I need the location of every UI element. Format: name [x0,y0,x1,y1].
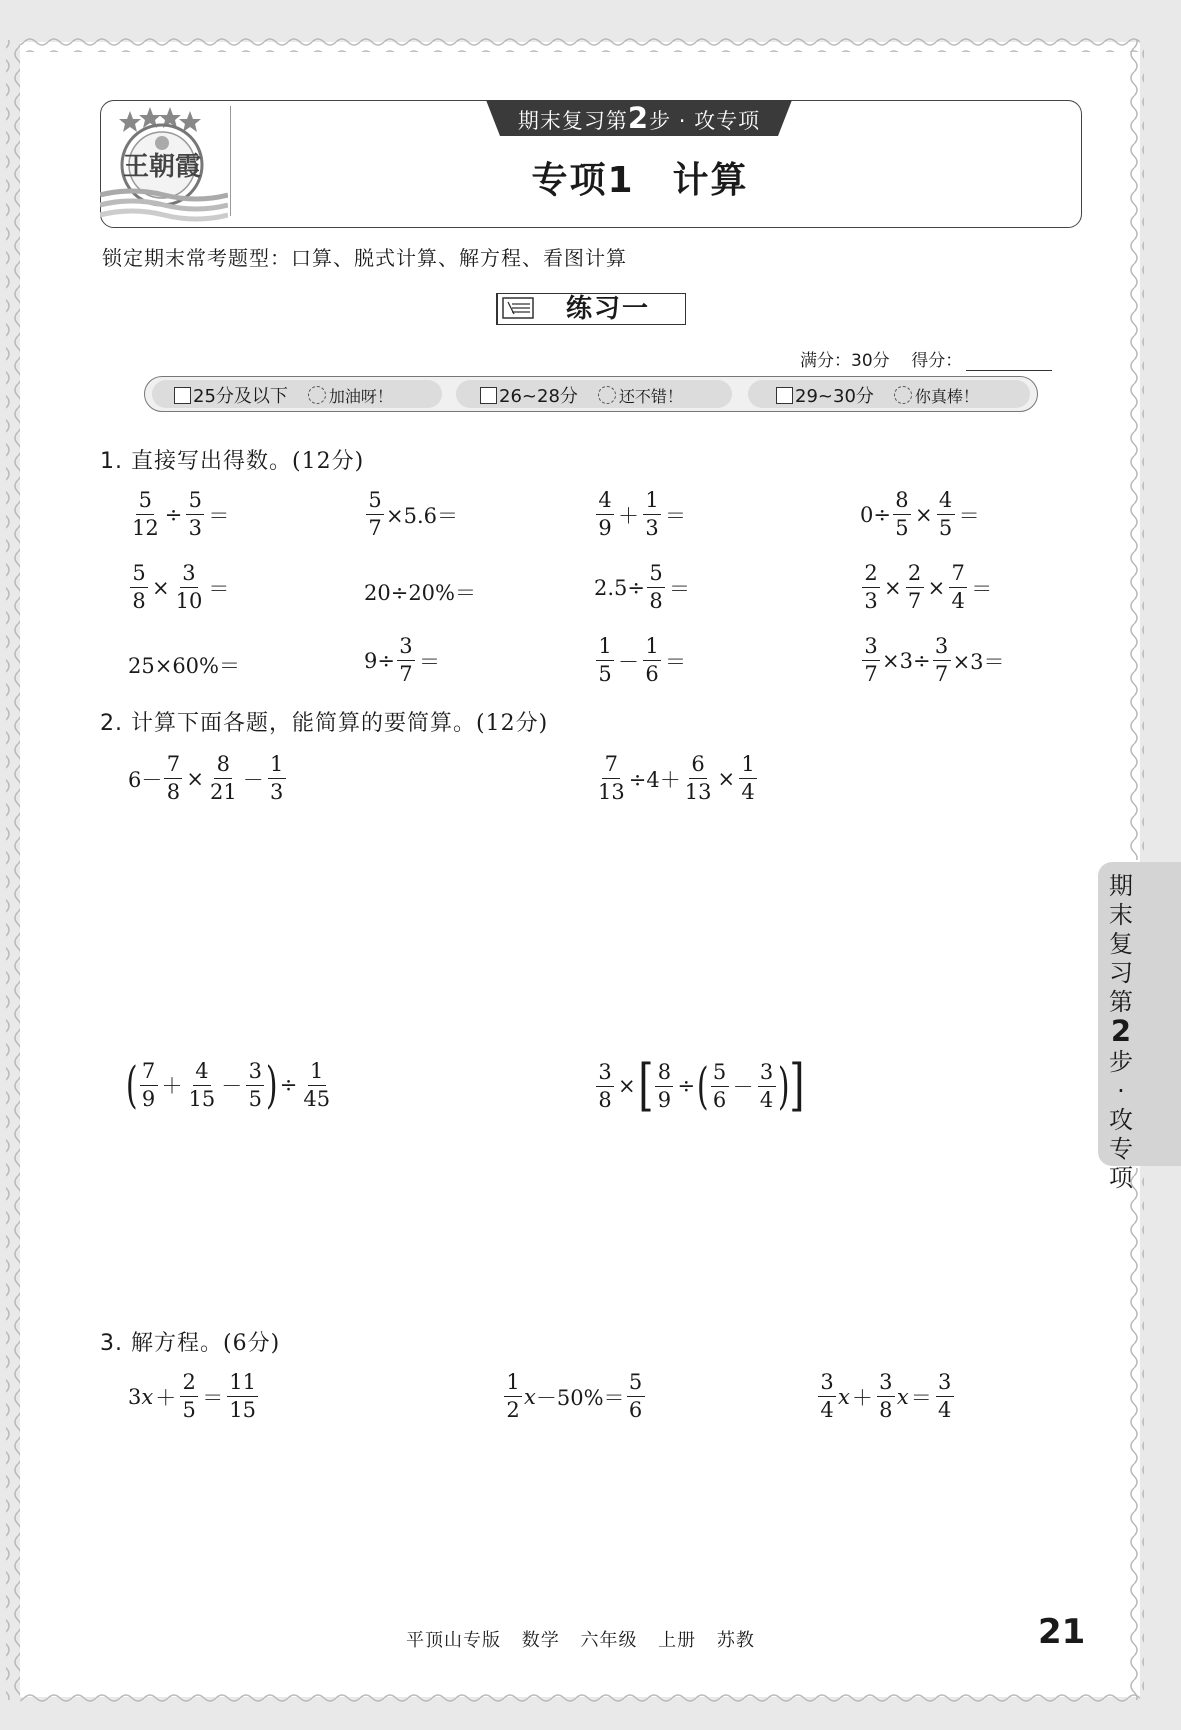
q1-item-8: $\frac{2}{3}$ × $\frac{2}{7}$ × $\frac{7}{4}$ ＝ [860,563,994,612]
smiley-icon [598,386,616,404]
q3-item-3: $\frac{3}{4}$ x ＋ $\frac{3}{8}$ x ＝ $\frac{3}{4}$ [816,1372,956,1421]
q3-item-2: $\frac{1}{2}$ x －50%＝ $\frac{5}{6}$ [502,1372,647,1421]
got-score-label: 得分： [911,351,963,371]
full-score: 满分：30分 [800,351,890,371]
score-area [800,346,1052,371]
step-tab-label: 期末复习第2步 · 攻专项 [517,101,761,135]
q2-item-2: $\frac{7}{13}$ ÷4＋ $\frac{6}{13}$ × $\frac{1}{4}$ [594,754,759,803]
question-1-title: 1. 直接写出得数。(12分) [100,449,365,474]
rating-checkbox[interactable] [776,387,793,404]
section-title: 专项1 计算 [531,160,749,201]
q1-item-9: 25×60%＝ [128,654,240,678]
page-number: 21 [1038,1612,1086,1652]
practice-label: 练习一 [566,294,651,324]
q1-item-3: $\frac{4}{9}$ ＋ $\frac{1}{3}$ ＝ [594,490,688,539]
question-2-title: 2. 计算下面各题，能简算的要简算。(12分) [100,711,549,736]
q2-item-4: $\frac{3}{8}$ × [ $\frac{8}{9}$ ÷ ( $\frac{5}{6}$ － $\frac{3}{4}$ ) ] [594,1058,805,1114]
logo-divider [230,106,231,216]
q1-item-10: 9÷ $\frac{3}{7}$ ＝ [364,634,440,686]
q1-item-11: $\frac{1}{5}$ － $\frac{1}{6}$ ＝ [594,636,688,685]
q2-item-1: 6－ $\frac{7}{8}$ × $\frac{8}{21}$ － $\frac{1}{3}$ [128,754,288,803]
svg-text:王朝霞: 王朝霞 [122,152,202,182]
q3-item-1: 3 x ＋ $\frac{2}{5}$ ＝ $\frac{11}{15}$ [128,1370,256,1422]
q1-item-4: 0÷ $\frac{8}{5}$ × $\frac{4}{5}$ ＝ [860,488,980,540]
q1-item-6: 20÷20%＝ [364,581,476,605]
smiley-icon [308,386,326,404]
footer-book-info: 平顶山专版 数学 六年级 上册 苏教 [406,1630,755,1651]
notebook-icon [500,294,540,322]
rating-option-3[interactable]: 29~30分 你真棒！ [776,382,979,408]
rating-option-1[interactable]: 25分及以下 加油呀！ [174,382,393,408]
rating-checkbox[interactable] [480,387,497,404]
q1-item-12: $\frac{3}{7}$ ×3÷ $\frac{3}{7}$ ×3＝ [860,636,1005,685]
side-chapter-label: 期 末 复 习 第 2 步 · 攻 专 项 [1109,872,1133,1192]
q2-item-3: ( $\frac{7}{9}$ ＋ $\frac{4}{15}$ － $\frac{3}{5}$ ) ÷ $\frac{1}{45}$ [125,1056,331,1114]
q1-item-1: $\frac{5}{12}$ ÷ $\frac{5}{3}$ ＝ [132,488,230,540]
smiley-icon [894,386,912,404]
rating-option-2[interactable]: 26~28分 还不错！ [480,382,683,408]
logo-emblem-icon [100,103,228,223]
question-3-title: 3. 解方程。(6分) [100,1331,281,1356]
score-blank[interactable] [966,356,1052,371]
section-subtitle: 锁定期末常考题型：口算、脱式计算、解方程、看图计算 [102,246,627,270]
rating-checkbox[interactable] [174,387,191,404]
q1-item-7: 2.5÷ $\frac{5}{8}$ ＝ [594,561,690,613]
q1-item-2: $\frac{5}{7}$ ×5.6＝ [364,490,458,539]
q1-item-5: $\frac{5}{8}$ × $\frac{3}{10}$ ＝ [128,563,231,612]
